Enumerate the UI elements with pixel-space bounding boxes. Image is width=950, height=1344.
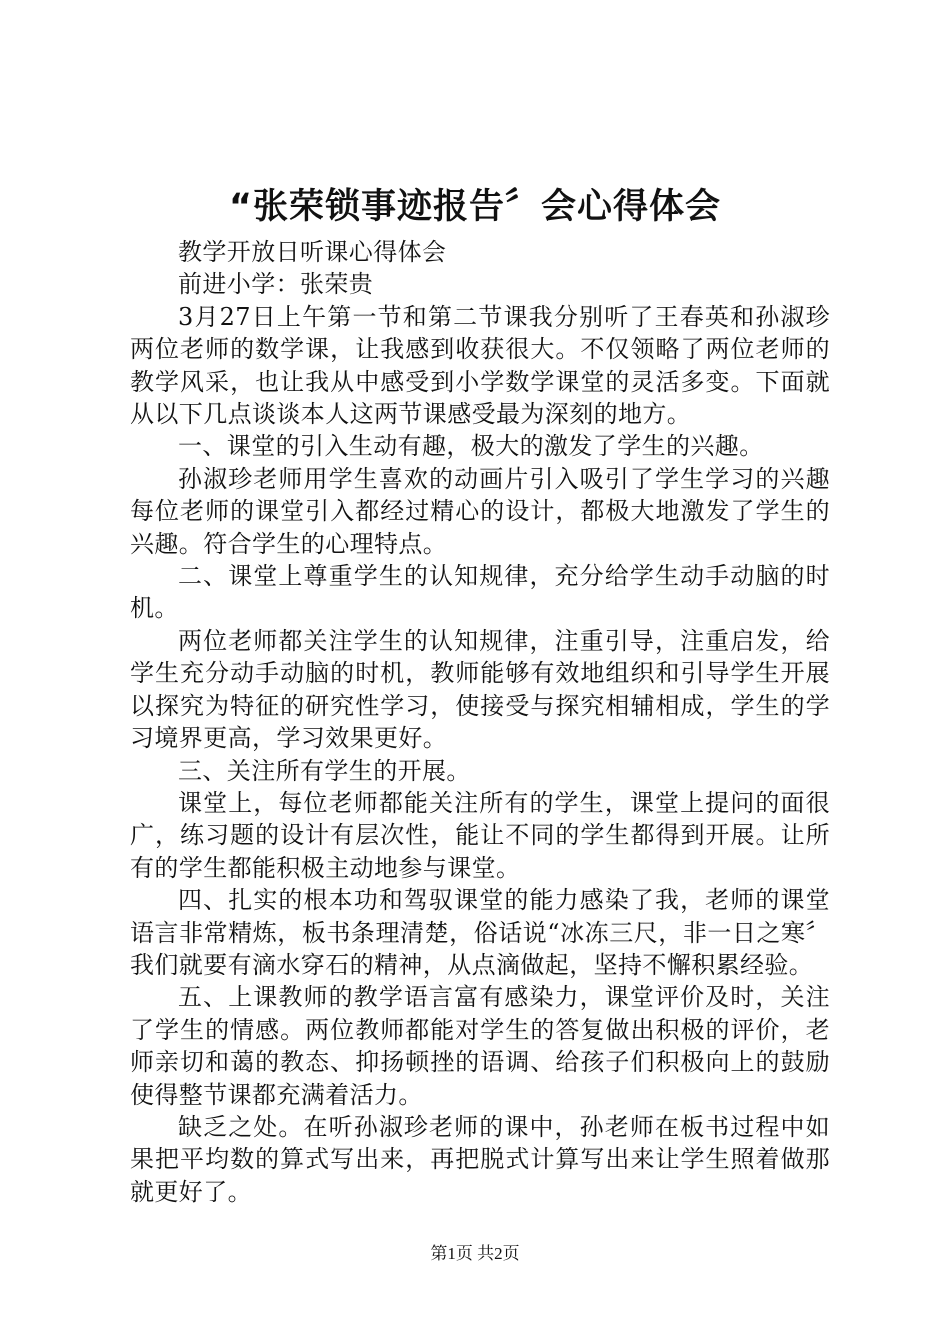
- paragraph-body-2: 两位老师都关注学生的认知规律，注重引导，注重启发，给学生充分动手动脑的时机，教师能够有效地组织和引导学生开展以探究为特征的研究性学习，使接受与探究相辅相成，学生的学习境界更高，学习效果更好。: [130, 626, 830, 753]
- paragraph-heading-3: 三、关注所有学生的开展。: [178, 756, 471, 785]
- paragraph-body-1: 孙淑珍老师用学生喜欢的动画片引入吸引了学生学习的兴趣每位老师的课堂引入都经过精心的设计，都极大地激发了学生的兴趣。符合学生的心理特点。: [130, 464, 830, 558]
- paragraph-intro: 3月27日上午第一节和第二节课我分别听了王春英和孙淑珍两位老师的数学课，让我感到收获很大。不仅领略了两位老师的教学风采，也让我从中感受到小学数学课堂的灵活多变。下面就从以下几点谈谈本人这两节课感受最为深刻的地方。: [130, 302, 830, 429]
- paragraph-point-4: 四、扎实的根本功和驾驭课堂的能力感染了我，老师的课堂语言非常精炼，板书条理清楚，俗话说“冰冻三尺，非一日之寒〞我们就要有滴水穿石的精神，从点滴做起，坚持不懈积累经验。: [130, 886, 830, 979]
- page-footer: 第1页 共2页: [430, 1244, 520, 1263]
- paragraph-subtitle: 教学开放日听课心得体会: [178, 238, 447, 266]
- paragraph-point-5: 五、上课教师的教学语言富有感染力，课堂评价及时，关注了学生的情感。两位教师都能对学生的答复做出积极的评价，老师亲切和蔼的教态、抑扬顿挫的语调、给孩子们积极向上的鼓励使得整节课都充满着活力。: [130, 983, 830, 1109]
- paragraph-body-3: 课堂上，每位老师都能关注所有的学生，课堂上提问的面很广，练习题的设计有层次性，能让不同的学生都得到开展。让所有的学生都能积极主动地参与课堂。: [130, 788, 830, 882]
- paragraph-heading-2: 二、课堂上尊重学生的认知规律，充分给学生动手动脑的时机。: [130, 562, 830, 623]
- paragraph-author: 前进小学：张荣贵: [178, 270, 374, 299]
- paragraph-shortcomings: 缺乏之处。在听孙淑珍老师的课中，孙老师在板书过程中如果把平均数的算式写出来，再把脱式计算写出来让学生照着做那就更好了。: [130, 1112, 830, 1206]
- paragraph-heading-1: 一、课堂的引入生动有趣，极大的激发了学生的兴趣。: [178, 432, 764, 461]
- document-body: [130, 236, 830, 1208]
- document-title: “张荣锁事迹报告〞会心得体会: [228, 187, 721, 227]
